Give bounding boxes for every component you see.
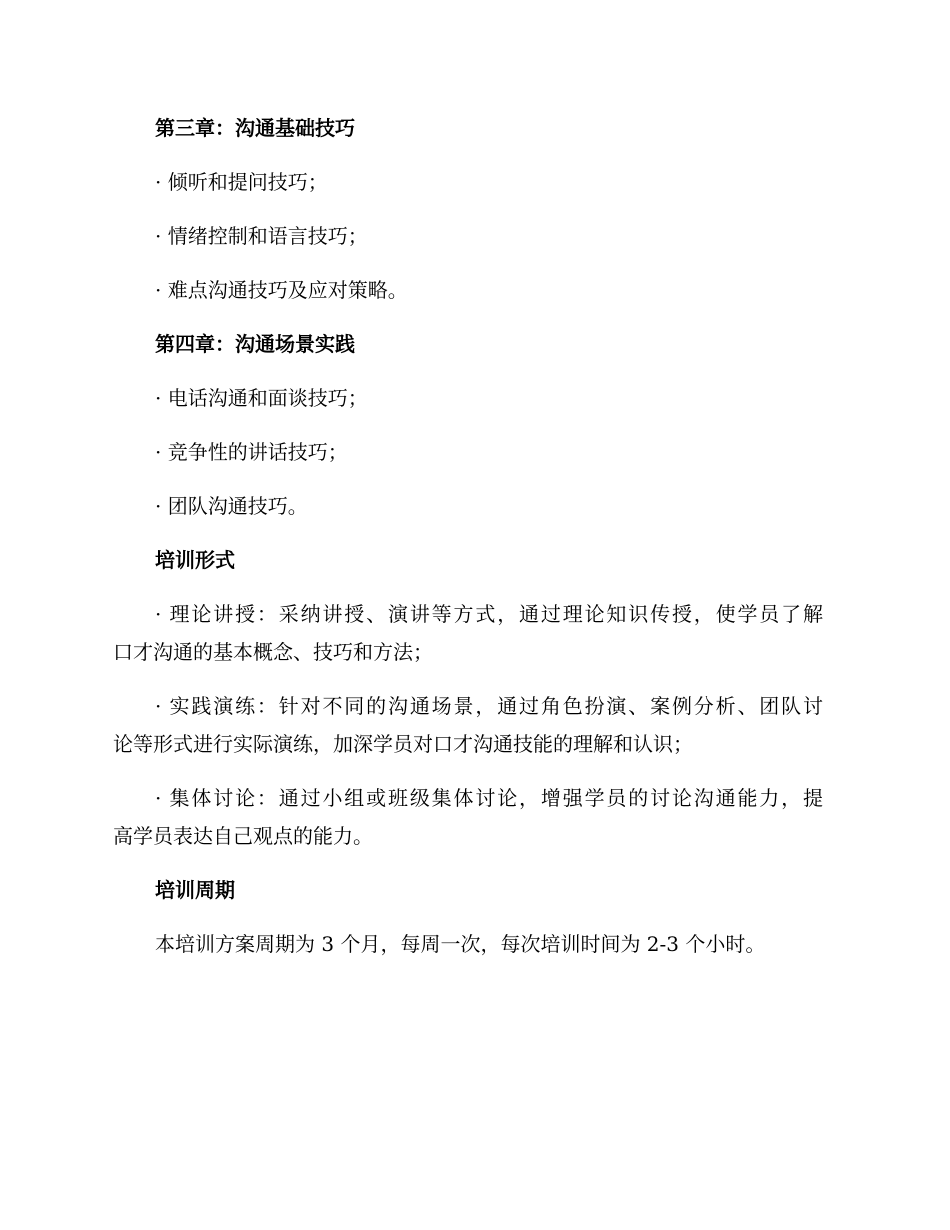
format-paragraph: [113, 595, 823, 671]
format-paragraph-line: · 集体讨论：通过小组或班级集体讨论，增强学员的讨论沟通能力，提: [155, 786, 823, 810]
chapter3-title: 第三章：沟通基础技巧: [155, 116, 355, 140]
format-paragraph: [113, 687, 823, 763]
format-paragraph-line: 论等形式进行实际演练，加深学员对口才沟通技能的理解和认识；: [113, 732, 693, 756]
format-paragraph: [113, 779, 823, 855]
chapter3-item: · 情绪控制和语言技巧；: [155, 224, 368, 248]
format-paragraph-line: 口才沟通的基本概念、技巧和方法；: [113, 640, 433, 664]
chapter4-item: · 竞争性的讲话技巧；: [155, 440, 348, 464]
document-page: [113, 109, 823, 963]
format-paragraph-line: 高学员表达自己观点的能力。: [113, 824, 373, 848]
chapter4-title: 第四章：沟通场景实践: [155, 332, 355, 356]
format-paragraph-line: · 实践演练：针对不同的沟通场景，通过角色扮演、案例分析、团队讨: [155, 694, 823, 718]
chapter4-item: · 电话沟通和面谈技巧；: [155, 386, 368, 410]
format-title: 培训形式: [155, 548, 235, 572]
chapter3-item: · 倾听和提问技巧；: [155, 170, 328, 194]
period-text: 本培训方案周期为 3 个月，每周一次，每次培训时间为 2-3 个小时。: [155, 932, 766, 956]
chapter3-item: · 难点沟通技巧及应对策略。: [155, 278, 408, 302]
period-title: 培训周期: [155, 878, 235, 902]
chapter4-item: · 团队沟通技巧。: [155, 494, 308, 518]
format-paragraph-line: · 理论讲授：采纳讲授、演讲等方式，通过理论知识传授，使学员了解: [155, 602, 823, 626]
